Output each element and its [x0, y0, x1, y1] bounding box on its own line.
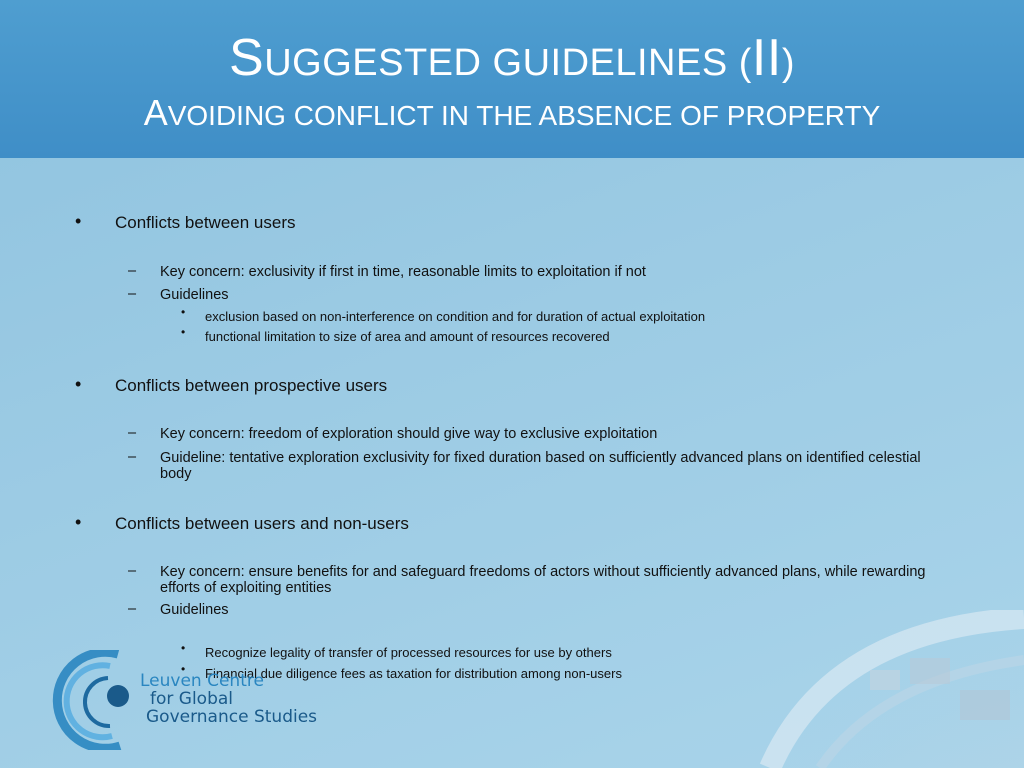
title-text: UGGESTED GUIDELINES (	[264, 42, 752, 84]
logo-line: Governance Studies	[146, 707, 318, 727]
title-roman: II	[751, 29, 782, 87]
bullet-sub-item: • functional limitation to size of area and amount of resources recovered	[205, 329, 965, 344]
bullet-guideline: – Guidelines	[160, 602, 950, 618]
bullet-sub-item: • Financial due diligence fees as taxation for distribution among non-users	[205, 666, 965, 681]
bullet-guideline: – Guidelines	[160, 287, 950, 303]
subtitle-text: VOIDING CONFLICT IN THE ABSENCE OF PROPERTY	[167, 100, 881, 131]
bullet-sub-item: • Recognize legality of transfer of processed resources for use by others	[205, 645, 965, 660]
bullet-sub-item: • exclusion based on non-interference on condition and for duration of actual exploitation	[205, 309, 965, 324]
bullet-guideline: – Guideline: tentative exploration exclusivity for fixed duration based on sufficiently advanced plans on identified celestial body	[160, 450, 950, 482]
logo-line: for Global	[150, 689, 234, 709]
bullet-concern: – Key concern: freedom of exploration should give way to exclusive exploitation	[160, 426, 950, 442]
bullet-heading: • Conflicts between prospective users	[115, 376, 387, 396]
bullet-concern: – Key concern: ensure benefits for and safeguard freedoms of actors without sufficiently advanced plans, while rewarding efforts of exploiting entities	[160, 564, 950, 596]
logo-line: Leuven Centre	[140, 671, 264, 691]
logo-text	[140, 672, 317, 726]
title-close: )	[781, 42, 795, 84]
title-initial: S	[229, 29, 265, 87]
bullet-heading: • Conflicts between users and non-users	[115, 514, 409, 534]
bullet-concern: – Key concern: exclusivity if first in time, reasonable limits to exploitation if not	[160, 264, 950, 280]
subtitle-initial: A	[143, 92, 168, 133]
bullet-heading: • Conflicts between users	[115, 213, 295, 233]
